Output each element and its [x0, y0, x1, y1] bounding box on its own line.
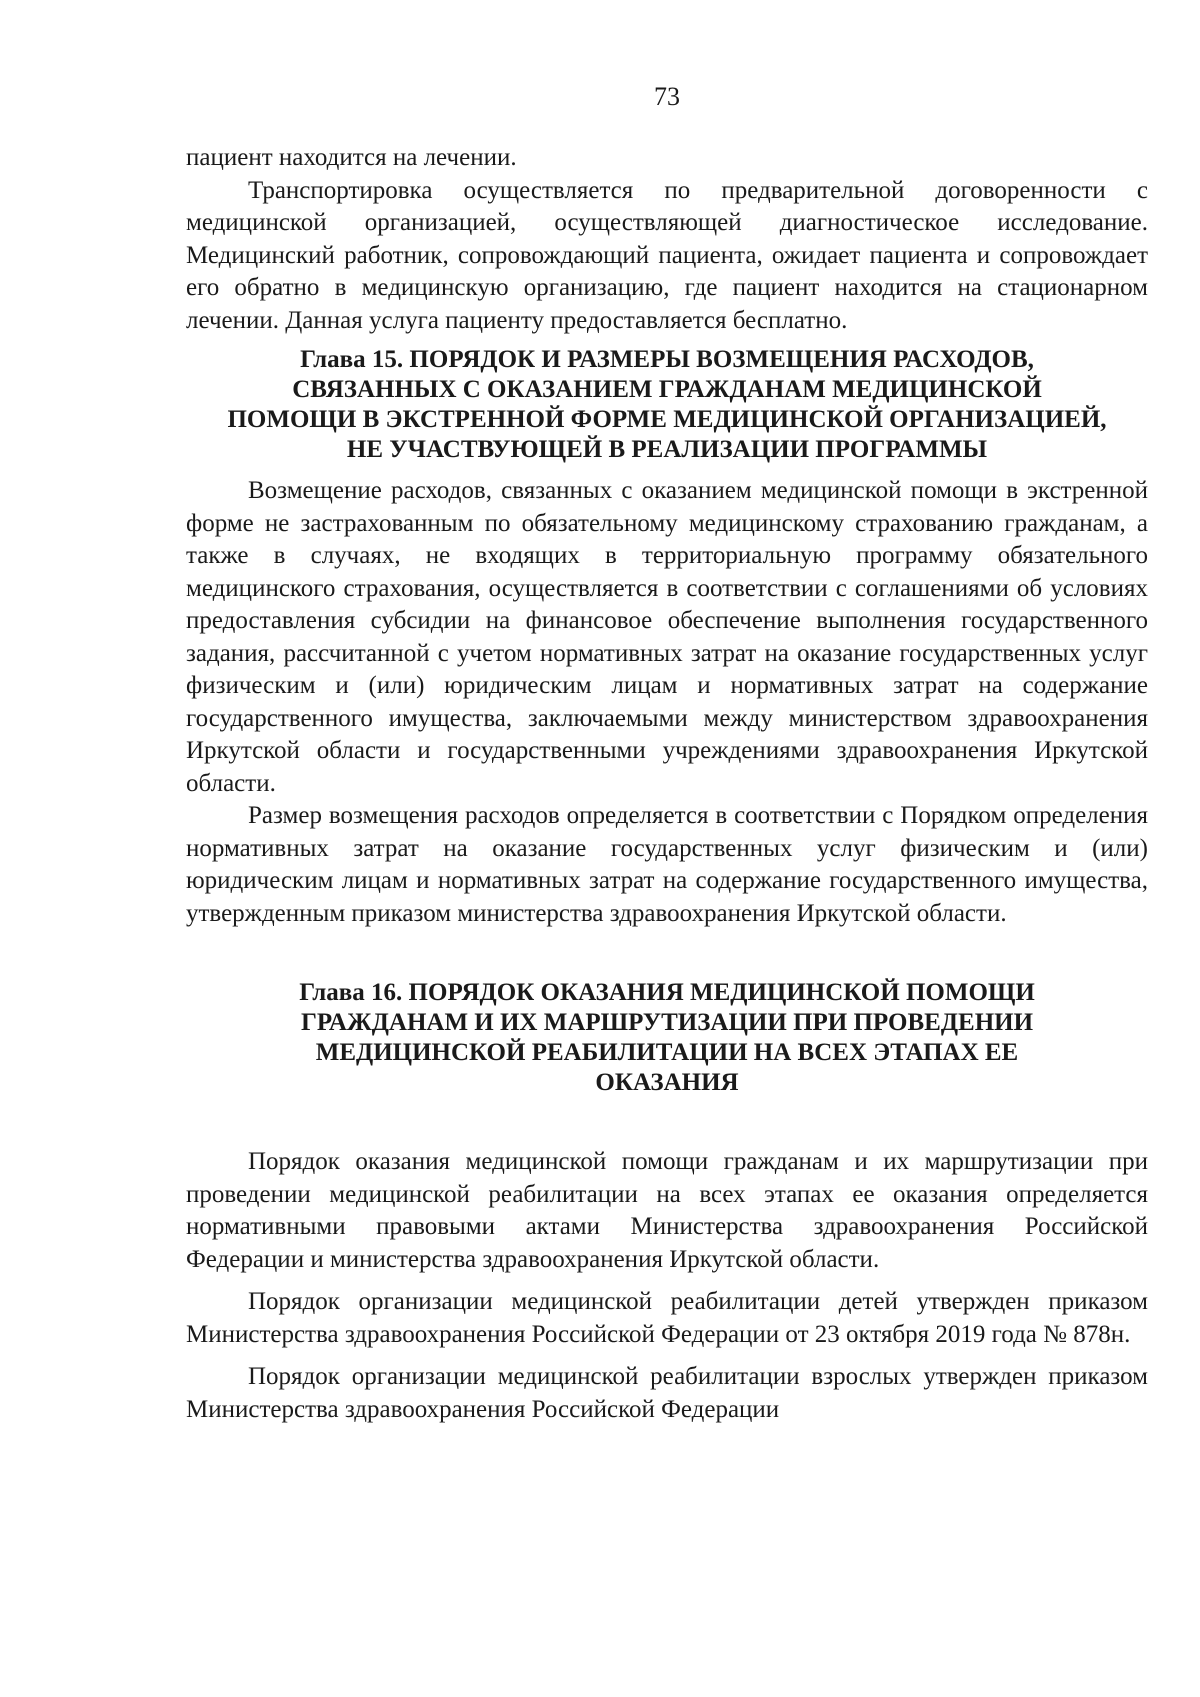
chapter-16-paragraph-1: Порядок оказания медицинской помощи гражданам и их маршрутизации при проведении медицинской реабилитации на всех этапах ее оказания определяется нормативными правовыми актами Министерства здравоохранения Российской Федерации и министерства здравоохранения Иркутской области. — [186, 1148, 1148, 1273]
chapter-15-heading: Глава 15. ПОРЯДОК И РАЗМЕРЫ ВОЗМЕЩЕНИЯ РАСХОДОВ, СВЯЗАННЫХ С ОКАЗАНИЕМ ГРАЖДАНАМ МЕДИЦИНСКОЙ ПОМОЩИ В ЭКСТРЕННОЙ ФОРМЕ МЕДИЦИНСКОЙ ОРГАНИЗАЦИЕЙ, НЕ УЧАСТВУЮЩЕЙ В РЕАЛИЗАЦИИ ПРОГРАММЫ — [227, 346, 1107, 463]
chapter-16-paragraph-3: Порядок организации медицинской реабилитации взрослых утвержден приказом Министерства здравоохранения Российской Федерации — [186, 1363, 1148, 1423]
chapter-16-paragraph-2: Порядок организации медицинской реабилитации детей утвержден приказом Министерства здравоохранения Российской Федерации от 23 октября 2019 года № 878н. — [186, 1288, 1148, 1348]
chapter-16-heading: Глава 16. ПОРЯДОК ОКАЗАНИЯ МЕДИЦИНСКОЙ ПОМОЩИ ГРАЖДАНАМ И ИХ МАРШРУТИЗАЦИИ ПРИ ПРОВЕДЕНИИ МЕДИЦИНСКОЙ РЕАБИЛИТАЦИИ НА ВСЕХ ЭТАПАХ ЕЕ ОКАЗАНИЯ — [299, 979, 1035, 1096]
document-body — [186, 142, 1148, 1426]
paragraph-continuation: пациент находится на лечении. — [186, 144, 517, 171]
chapter-15-paragraph-1: Возмещение расходов, связанных с оказанием медицинской помощи в экстренной форме не застрахованным по обязательному медицинскому страхованию гражданам, а также в случаях, не входящих в территориальную программу обязательного медицинского страхования, осуществляется в соответствии с соглашениями об условиях предоставления субсидии на финансовое обеспечение выполнения государственного задания, рассчитанной с учетом нормативных затрат на оказание государственных услуг физическим и (или) юридическим лицам и нормативных затрат на содержание государственного имущества, заключаемыми между министерством здравоохранения Иркутской области и государственными учреждениями здравоохранения Иркутской области. — [186, 477, 1148, 797]
paragraph-transport: Транспортировка осуществляется по предварительной договоренности с медицинской организацией, осуществляющей диагностическое исследование. Медицинский работник, сопровождающий пациента, ожидает пациента и сопровождает его обратно в медицинскую организацию, где пациент находится на стационарном лечении. Данная услуга пациенту предоставляется бесплатно. — [186, 176, 1148, 334]
chapter-15-paragraph-2: Размер возмещения расходов определяется в соответствии с Порядком определения нормативных затрат на оказание государственных услуг физическим и (или) юридическим лицам и нормативных затрат на содержание государственного имущества, утвержденным приказом министерства здравоохранения Иркутской области. — [186, 802, 1148, 927]
page-number: 73 — [654, 82, 680, 111]
